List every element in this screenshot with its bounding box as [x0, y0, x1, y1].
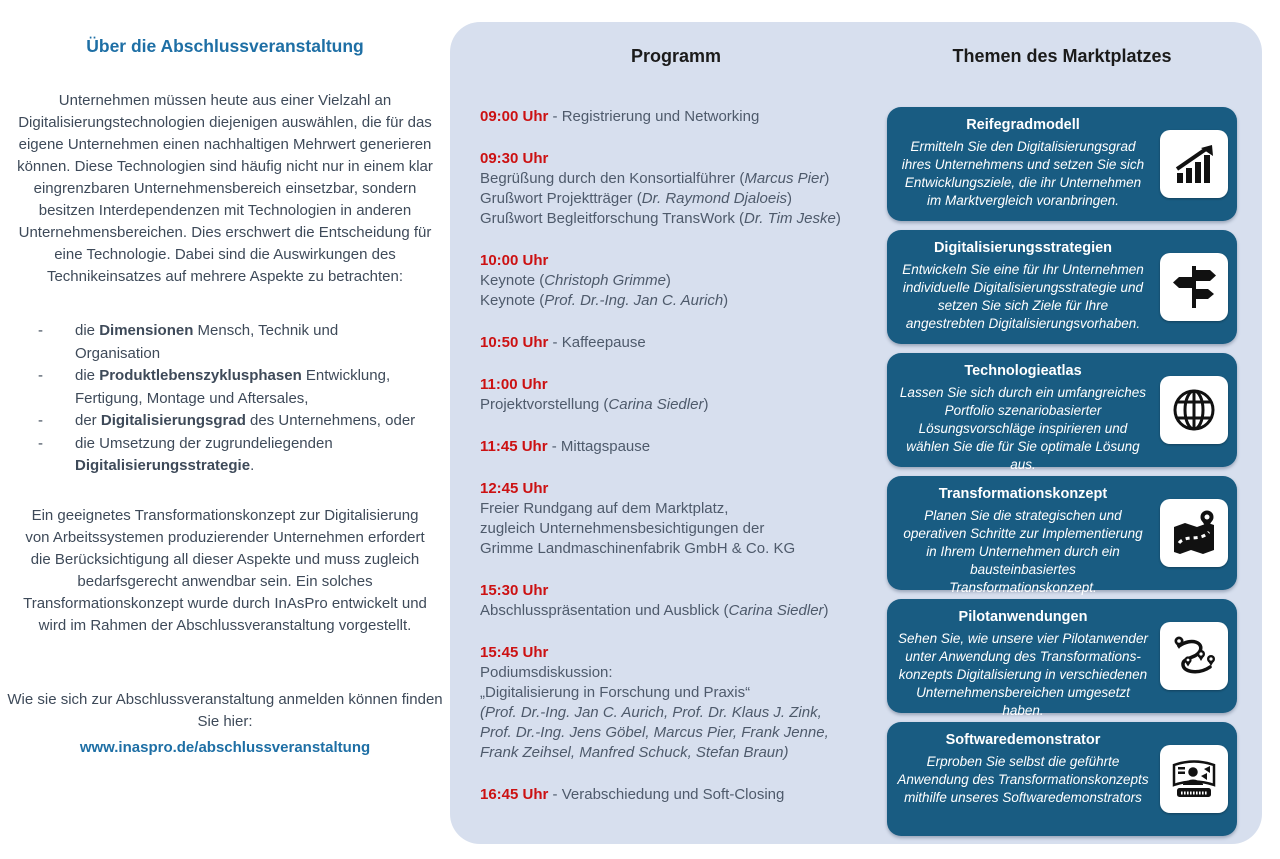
program-time: 10:00 Uhr [480, 252, 549, 269]
program-line: (Prof. Dr.-Ing. Jan C. Aurich, Prof. Dr. Klaus J. Zink, [480, 704, 822, 721]
signpost-icon [1160, 253, 1228, 321]
program-entry: 10:50 Uhr - Kaffeepause [480, 334, 646, 351]
program-entry [480, 479, 872, 559]
program-entry [480, 251, 872, 311]
program-line: zugleich Unternehmensbesichtigungen der [480, 520, 765, 537]
program-time: 16:45 Uhr [480, 786, 549, 803]
content-panel [450, 22, 1262, 844]
theme-card-pilotanwendungen [887, 599, 1237, 718]
bullet-dash: - [38, 367, 43, 384]
list-item [38, 410, 424, 433]
program-line: Grußwort Projektträger (Dr. Raymond Djaloeis) [480, 190, 793, 207]
program-line: Frank Zeihsel, Manfred Schuck, Stefan Braun) [480, 744, 789, 761]
list-item [38, 433, 424, 478]
growth-chart-icon [1160, 130, 1228, 198]
list-item-text: die Dimensionen Mensch, Technik und Organisation [75, 322, 339, 362]
program-line: Projektvorstellung (Carina Siedler) [480, 396, 709, 413]
card-text: Sehen Sie, wie unsere vier Pilotanwender unter Anwendung des Transformations-konzepts Digitalisierung in verschiedenen Unternehmensbereichen umgesetzt haben. [898, 631, 1148, 718]
card-text: Ermitteln Sie den Digitalisierungsgrad ihres Unternehmens und setzen Sie sich Entwicklungsziele, die ihr Unternehmen im Marktvergleich voranbringen. [901, 139, 1145, 208]
list-item-text: der Digitalisierungsgrad des Unternehmens, oder [75, 412, 416, 429]
card-title: Softwaredemonstrator [945, 732, 1101, 748]
software-demo-icon [1160, 745, 1228, 813]
theme-card-digitalisierungsstrategien [887, 230, 1237, 344]
program-entries [480, 107, 872, 805]
program-entry [480, 581, 872, 621]
card-text: Lassen Sie sich durch ein umfangreiches Portfolio szenariobasierter Lösungsvorschläge inspirieren und wählen Sie die für Sie optimale Lösung aus. [899, 385, 1147, 472]
about-paragraph-2: Ein geeignetes Transformationskonzept zur Digitalisierung von Arbeitssystemen produzierender Unternehmen erfordert die Berücksichtigung all dieser Aspekte und muss zugleich bedarfsgerecht anwendbar sein. Ein solches Transformationskonzept wurde durch InAsPro entwickelt und wird im Rahmen der Abschlussveranstaltung vorgestellt. [23, 506, 427, 634]
program-entry [480, 149, 872, 229]
program-time: 09:00 Uhr [480, 108, 549, 125]
program-entry [480, 643, 872, 763]
program-title: Programm [630, 46, 722, 66]
route-pins-icon [1160, 622, 1228, 690]
theme-card-technologieatlas [887, 353, 1237, 472]
card-title: Pilotanwendungen [958, 609, 1088, 625]
bullet-dash: - [38, 412, 43, 429]
card-title: Transformationskonzept [938, 486, 1108, 502]
card-text: Planen Sie die strategischen und operativen Schritte zur Implementierung in Ihrem Unternehmen durch ein bausteinbasiertes Transformationskonzept. [903, 508, 1143, 595]
globe-icon [1160, 376, 1228, 444]
theme-card-transformationskonzept [887, 476, 1237, 595]
program-line: „Digitalisierung in Forschung und Praxis“ [480, 684, 751, 701]
map-pin-icon [1160, 499, 1228, 567]
program-entry [480, 375, 872, 415]
program-time: 10:50 Uhr [480, 334, 549, 351]
program-entry: 11:45 Uhr - Mittagspause [480, 438, 651, 455]
program-entry: 16:45 Uhr - Verabschiedung und Soft-Closing [480, 786, 785, 803]
list-item-text: die Produktlebenszyklusphasen Entwicklung, Fertigung, Montage und Aftersales, [75, 367, 391, 407]
program-line: Prof. Dr.-Ing. Jens Göbel, Marcus Pier, Frank Jenne, [480, 724, 829, 741]
program-line: Abschlusspräsentation und Ausblick (Carina Siedler) [480, 602, 829, 619]
program-time: 15:45 Uhr [480, 644, 549, 661]
about-title: Über die Abschlussveranstaltung [86, 36, 364, 56]
card-text: Entwickeln Sie eine für Ihr Unternehmen individuelle Digitalisierungsstrategie und setzen Sie sich Ziele für Ihre angestrebten Digitalisierungsvorhaben. [902, 262, 1144, 331]
program-line: Freier Rundgang auf dem Marktplatz, [480, 500, 729, 517]
program-event: Mittagspause [560, 438, 651, 455]
card-title: Technologieatlas [964, 363, 1082, 379]
program-line: Podiumsdiskussion: [480, 664, 613, 681]
bullet-dash: - [38, 434, 43, 452]
card-text: Erproben Sie selbst die geführte Anwendung des Transformationskonzepts mithilfe unseres Softwaredemonstrators [897, 754, 1149, 805]
program-time: 15:30 Uhr [480, 582, 549, 599]
program-time: 09:30 Uhr [480, 150, 549, 167]
list-item [38, 365, 424, 410]
themes-section [887, 46, 1237, 845]
program-entry: 09:00 Uhr - Registrierung und Networking [480, 108, 760, 125]
theme-card-reifegradmodell [887, 107, 1237, 221]
about-section [0, 0, 450, 859]
list-item-text: die Umsetzung der zugrundeliegenden Digitalisierungsstrategie. [75, 434, 333, 474]
registration-note [0, 689, 450, 759]
theme-card-softwaredemonstrator [887, 722, 1237, 836]
program-event: Registrierung und Networking [561, 108, 760, 125]
program-time: 11:45 Uhr [480, 438, 548, 455]
list-item [38, 320, 424, 365]
program-line: Keynote (Prof. Dr.-Ing. Jan C. Aurich) [480, 292, 729, 309]
theme-cards [887, 107, 1237, 836]
registration-text: Wie sie sich zur Abschlussveranstaltung anmelden können finden Sie hier: [7, 690, 443, 730]
program-time: 11:00 Uhr [480, 376, 548, 393]
program-line: Keynote (Christoph Grimme) [480, 272, 671, 289]
bullet-dash: - [38, 322, 43, 339]
card-title: Reifegradmodell [966, 117, 1080, 133]
themes-title: Themen des Marktplatzes [952, 46, 1172, 66]
program-event: Kaffeepause [561, 334, 646, 351]
aspects-list [0, 320, 450, 478]
program-event: Verabschiedung und Soft-Closing [561, 786, 785, 803]
program-line: Grußwort Begleitforschung TransWork (Dr. Tim Jeske) [480, 210, 841, 227]
about-paragraph-1: Unternehmen müssen heute aus einer Vielzahl an Digitalisierungstechnologien diejenigen auswählen, die für das eigene Unternehmen einen nachhaltigen Mehrwert generieren können. Diese Technologien sind häufig nicht nur in einem klar eingrenzbaren Unternehmensbereich einsetzbar, sondern besitzen Interdependenzen mit Technologien in anderen Unternehmensbereichen. Dies erschwert die Entscheidung für eine Technologie. Dabei sind die Auswirkungen des Technikeinsatzes auf mehrere Aspekte zu betrachten: [17, 92, 433, 285]
program-time: 12:45 Uhr [480, 480, 549, 497]
program-line: Begrüßung durch den Konsortialführer (Marcus Pier) [480, 170, 830, 187]
program-line: Grimme Landmaschinenfabrik GmbH & Co. KG [480, 540, 796, 557]
registration-link[interactable]: www.inaspro.de/abschlussveranstaltung [79, 738, 371, 756]
program-section [480, 46, 872, 827]
card-title: Digitalisierungsstrategien [933, 240, 1113, 256]
